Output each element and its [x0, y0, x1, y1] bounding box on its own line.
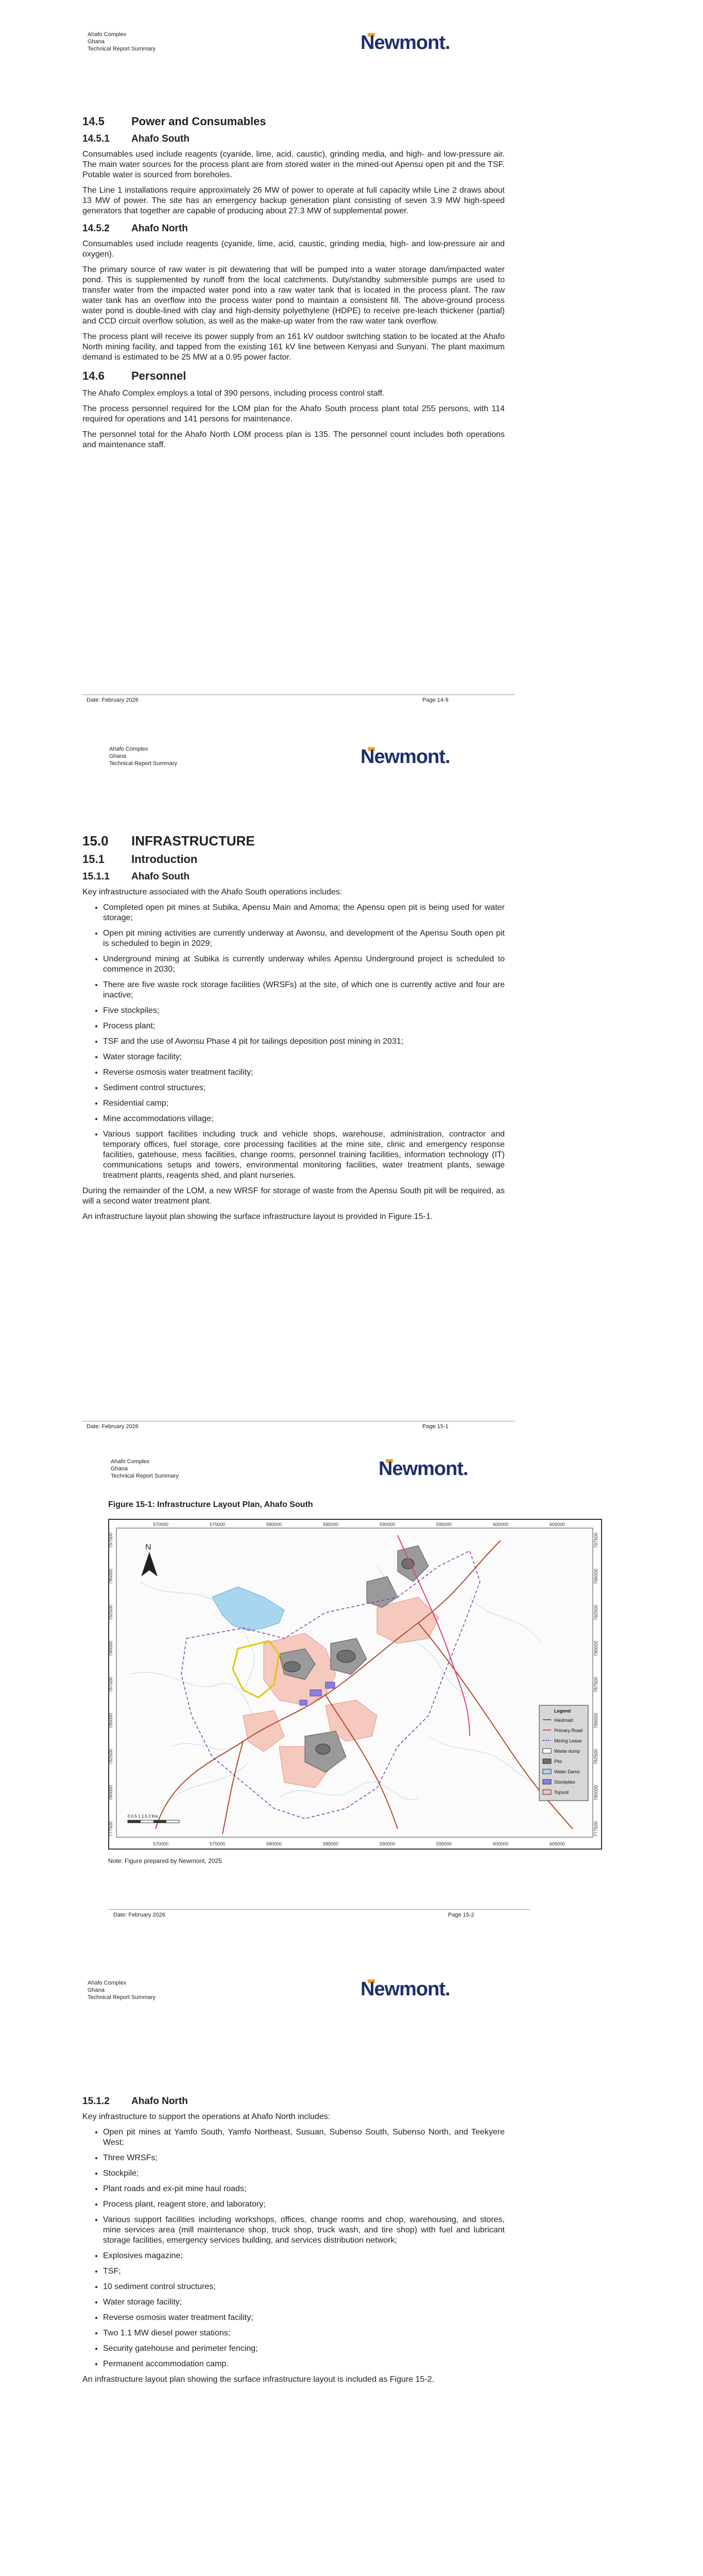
chapter-heading: 15.0 INFRASTRUCTURE: [82, 833, 255, 849]
y-tick-label: 790000: [108, 1640, 113, 1657]
y-tick-label: 795000: [593, 1568, 598, 1585]
doc-header: [109, 745, 177, 767]
list-item: • Completed open pit mines at Subika, Apensu Main and Amoma; the Apensu open pit is being used for water storage;: [103, 903, 505, 923]
header-report: Technical Report Summary: [88, 46, 156, 52]
y-tick-label: 797500: [593, 1532, 598, 1549]
page-15-3: [0, 1937, 703, 2576]
paragraph: The process plant will receive its power supply from an 161 kV outdoor switching station to be located at the Ahafo North mining facility, and tapped from the existing 161 kV line between Kenyasi and Sunyani. The plant maximum demand is estimated to be 25 MW at a 0.95 power factor.: [82, 332, 505, 362]
y-tick-label: 785000: [593, 1713, 598, 1729]
list-item: • Water storage facility;: [103, 2297, 505, 2308]
list-item: • There are five waste rock storage facilities (WRSFs) at the site, of which one is currently active and four are inactive;: [103, 980, 505, 1001]
legend-swatch: [543, 1759, 551, 1764]
infrastructure-map: [108, 1519, 602, 1850]
y-tick-label: 782500: [108, 1749, 113, 1765]
list-item: • Three WRSFs;: [103, 2153, 505, 2163]
list-item: • Mine accommodations village;: [103, 1114, 505, 1124]
x-tick-label: 600000: [492, 1522, 509, 1527]
doc-header: [88, 31, 156, 53]
y-tick-label: 782500: [593, 1749, 598, 1765]
list-item: • Sediment control structures;: [103, 1083, 505, 1093]
footer-rule: [82, 694, 515, 695]
list-item: • Reverse osmosis water treatment facility;: [103, 2313, 505, 2323]
paragraph: An infrastructure layout plan showing the surface infrastructure layout is provided in Figure 15-1.: [82, 1212, 433, 1221]
paragraph: Key infrastructure to support the operations at Ahafo North includes:: [82, 2112, 331, 2121]
y-tick-label: 795000: [108, 1568, 113, 1585]
y-tick-label: 777500: [593, 1821, 598, 1837]
footer-rule: [108, 1909, 530, 1910]
list-item: • Permanent accommodation camp.: [103, 2359, 505, 2369]
section-heading: 15.1 Introduction: [82, 853, 198, 866]
x-tick-label: 575000: [209, 1522, 226, 1527]
list-item: • Underground mining at Subika is currently underway whiles Apensu Underground project is scheduled to commence in 2030;: [103, 954, 505, 975]
subsection-heading: 14.5.1 Ahafo South: [82, 133, 190, 144]
subsection-heading: 15.1.2 Ahafo North: [82, 2096, 188, 2107]
header-company: Ahafo Complex: [109, 746, 148, 752]
list-item: • Reverse osmosis water treatment facility;: [103, 1067, 505, 1078]
header-company: Ahafo Complex: [88, 31, 127, 38]
list-item: • Process plant;: [103, 1021, 505, 1031]
y-tick-label: 797500: [108, 1532, 113, 1549]
infrastructure-list: [82, 903, 505, 1181]
newmont-logo: [361, 746, 450, 768]
legend-item-label: Waste dump: [554, 1749, 580, 1754]
footer-page-number: Page 14-9: [422, 697, 449, 703]
list-item: • Open pit mines at Yamfo South, Yamfo Northeast, Susuan, Subenso South, Subenso North, and Teekyere West;: [103, 2127, 505, 2148]
section-heading: 14.6 Personnel: [82, 369, 186, 382]
y-tick-label: 777500: [108, 1821, 113, 1837]
subsection-heading: 15.1.1 Ahafo South: [82, 871, 190, 882]
list-item: • Plant roads and ex-pit mine haul roads;: [103, 2184, 505, 2194]
legend-item-label: Haulroad: [554, 1718, 573, 1723]
page-15-1: [0, 716, 703, 1443]
footer-date: Date: February 2026: [113, 1912, 165, 1918]
paragraph: During the remainder of the LOM, a new WRSF for storage of waste from the Apensu South pit will be required, as will a second water treatment plant.: [82, 1187, 505, 1206]
list-item: • Various support facilities including truck and vehicle shops, warehouse, administration, contractor and temporary offices, fuel storage, core processing facilities at the mine site, clinic and emergency response facilities, gatehouse, mess facilities, change rooms, personnel training facilities, information technology (IT) communications setups and towers, environmental monitoring facilities, water treatment plants, sewage treatment plants, reagents shed, and plant nurseries.: [103, 1129, 505, 1181]
x-tick-label: 585000: [322, 1522, 339, 1527]
list-item: • Five stockpiles;: [103, 1006, 505, 1016]
legend-item-label: Stockpiles: [554, 1780, 576, 1785]
header-report: Technical Report Summary: [111, 1473, 179, 1479]
page4-content: [82, 2089, 505, 2390]
x-tick-label: 595000: [436, 1841, 452, 1846]
header-country: Ghana: [109, 753, 127, 759]
y-tick-label: 790000: [593, 1640, 598, 1657]
doc-header: [111, 1458, 179, 1480]
list-item: • Security gatehouse and perimeter fencing;: [103, 2344, 505, 2354]
list-item: • 10 sediment control structures;: [103, 2282, 505, 2292]
list-item: • TSF and the use of Awonsu Phase 4 pit for tailings deposition post mining in 2031;: [103, 1037, 505, 1047]
paragraph: Consumables used include reagents (cyanide, lime, acid, caustic), grinding media, and high- and low-pressure air. The main water sources for the process plant are from stored water in the mined-out Apensu open pit and the TSF. Potable water is sourced from boreholes.: [82, 150, 505, 179]
figure-note: Note: Figure prepared by Newmont, 2025: [108, 1857, 222, 1865]
x-tick-label: 590000: [379, 1841, 396, 1846]
y-tick-label: 780000: [593, 1785, 598, 1801]
paragraph: The Line 1 installations require approximately 26 MW of power to operate at full capacity while Line 2 draws about 13 MW of power. The site has an emergency backup generation plant consisting of seven 3.9 MW high-speed generators that together are capable of producing about 27.3 MW of supplemental power.: [82, 186, 505, 215]
scale-label: 0 0.5 1 1.5 2 Km: [128, 1814, 158, 1819]
list-item: • Various support facilities including workshops, offices, change rooms and chop, warehousing, and stores, mine services area (mill maintenance shop, truck shop, truck wash, and tire shop) with fuel and lubricant storage facilities, emergency services building, and services distribution network;: [103, 2215, 505, 2246]
logo-text: Newmont.: [361, 1978, 450, 2000]
header-report: Technical Report Summary: [88, 1994, 156, 2001]
doc-header: [88, 1979, 156, 2001]
section-heading: 14.5 Power and Consumables: [82, 115, 266, 128]
newmont-logo: [361, 32, 450, 54]
legend-swatch: [543, 1780, 551, 1784]
logo-text: Newmont.: [361, 746, 450, 768]
figure-caption: Figure 15-1: Infrastructure Layout Plan, Ahafo South: [108, 1500, 313, 1509]
page2-content: [82, 833, 505, 1227]
list-item: • Open pit mining activities are currently underway at Awonsu, and development of the Apensu South open pit is scheduled to begin in 2029;: [103, 928, 505, 949]
subsection-heading: 14.5.2 Ahafo North: [82, 223, 188, 234]
list-item: • Explosives magazine;: [103, 2251, 505, 2261]
x-tick-label: 595000: [436, 1522, 452, 1527]
header-country: Ghana: [88, 39, 105, 45]
footer-page-number: Page 15-1: [422, 1423, 449, 1430]
x-tick-label: 590000: [379, 1522, 396, 1527]
page-15-2: [0, 1443, 703, 1937]
page1-content: [82, 108, 505, 455]
legend-swatch: [543, 1749, 551, 1753]
paragraph: The personnel total for the Ahafo North LOM process plan is 135. The personnel count includes both operations and maintenance staff.: [82, 430, 505, 449]
list-item: • TSF;: [103, 2266, 505, 2277]
footer-date: Date: February 2026: [87, 697, 139, 703]
paragraph: An infrastructure layout plan showing the surface infrastructure layout is included as Figure 15-2.: [82, 2375, 435, 2384]
logo-text: Newmont.: [379, 1458, 468, 1480]
y-tick-label: 787500: [108, 1676, 113, 1693]
x-tick-label: 580000: [266, 1522, 282, 1527]
legend-item-label: Water Dams: [554, 1769, 580, 1774]
header-country: Ghana: [111, 1466, 128, 1472]
footer-date: Date: February 2026: [87, 1423, 139, 1430]
y-tick-label: 785000: [108, 1713, 113, 1729]
header-country: Ghana: [88, 1987, 105, 1993]
header-report: Technical Report Summary: [109, 760, 178, 767]
list-item: • Water storage facility;: [103, 1052, 505, 1062]
newmont-logo: [361, 1978, 450, 2001]
x-tick-label: 605000: [549, 1522, 565, 1527]
x-tick-label: 570000: [152, 1522, 169, 1527]
paragraph: Key infrastructure associated with the Ahafo South operations includes:: [82, 888, 342, 896]
list-item: • Two 1.1 MW diesel power stations;: [103, 2328, 505, 2338]
legend-title: Legend: [554, 1708, 571, 1714]
paragraph: The process personnel required for the LOM plan for the Ahafo South process plant total 255 persons, with 114 required for operations and 141 persons for maintenance.: [82, 404, 505, 423]
paragraph: The Ahafo Complex employs a total of 390 persons, including process control staff.: [82, 389, 385, 398]
legend-swatch: [543, 1769, 551, 1774]
infrastructure-list: [82, 2127, 505, 2369]
legend-item-label: Primary Road: [554, 1728, 583, 1733]
x-tick-label: 575000: [209, 1841, 226, 1846]
x-tick-label: 585000: [322, 1841, 339, 1846]
north-label: N: [145, 1543, 151, 1552]
newmont-logo: [379, 1458, 468, 1480]
x-tick-label: 570000: [152, 1841, 169, 1846]
y-tick-label: 780000: [108, 1785, 113, 1801]
map-legend: [539, 1705, 588, 1801]
y-tick-label: 787500: [593, 1676, 598, 1693]
legend-item-label: Mining Lease: [554, 1738, 582, 1743]
y-tick-label: 792500: [593, 1604, 598, 1621]
list-item: • Residential camp;: [103, 1098, 505, 1109]
page-14-9: [0, 0, 703, 716]
list-item: • Stockpile;: [103, 2168, 505, 2179]
legend-swatch: [543, 1790, 551, 1794]
paragraph: Consumables used include reagents (cyanide, lime, acid, caustic, grinding media, high- and low-pressure air and oxygen).: [82, 240, 505, 259]
x-tick-label: 605000: [549, 1841, 565, 1846]
footer-page-number: Page 15-2: [448, 1912, 474, 1918]
map-figure: [109, 1520, 601, 1849]
paragraph: The primary source of raw water is pit dewatering that will be pumped into a water storage dam/impacted water pond. This is supplemented by runoff from the local catchments. Duty/standby submersible pumps are used to transfer water from the impacted water pond into a raw water tank that is located in the process plant. The raw water tank has an overflow into the process water pond to maintain a consistent fill. The above-ground process water pond is double-lined with clay and high-density polyethylene (HDPE) to receive pre-leach thickener (partial) and CCD circuit overflow solution, as well as the make-up water from the raw water tank overflow.: [82, 265, 505, 326]
x-tick-label: 600000: [492, 1841, 509, 1846]
legend-item-label: Pits: [554, 1759, 562, 1764]
header-company: Ahafo Complex: [111, 1459, 150, 1465]
x-tick-label: 580000: [266, 1841, 282, 1846]
legend-item-label: Topsoil: [554, 1790, 569, 1795]
y-tick-label: 792500: [108, 1604, 113, 1621]
list-item: • Process plant, reagent store, and laboratory;: [103, 2199, 505, 2210]
logo-text: Newmont.: [361, 32, 450, 54]
header-company: Ahafo Complex: [88, 1980, 127, 1986]
